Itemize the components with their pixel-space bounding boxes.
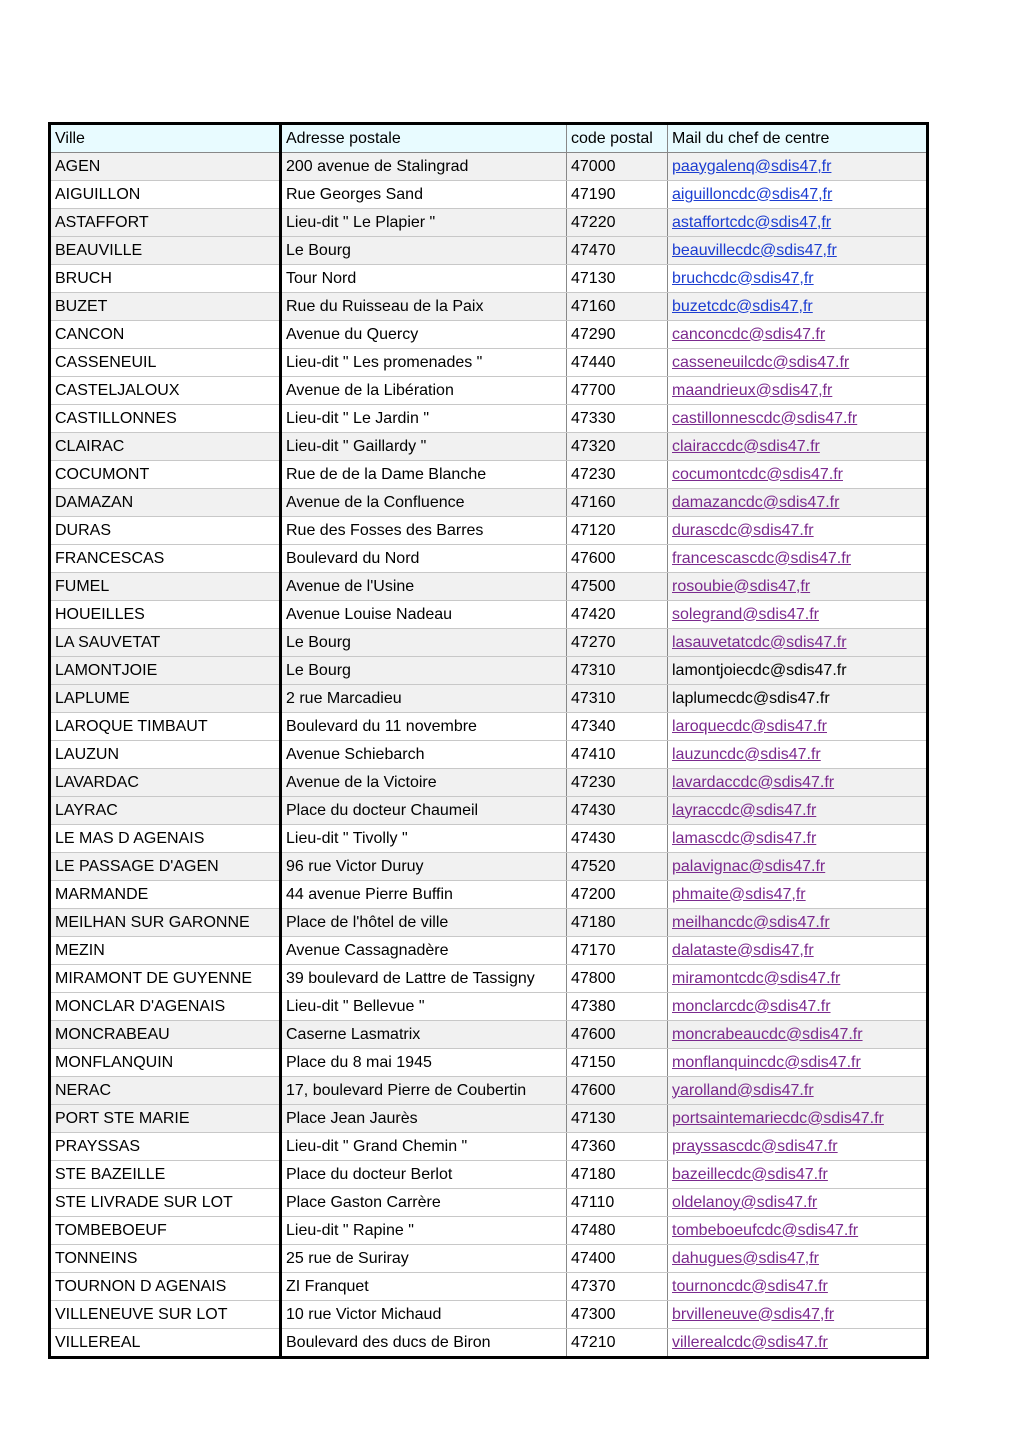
cell-adresse: Rue du Ruisseau de la Paix bbox=[281, 293, 567, 321]
cell-mail bbox=[668, 713, 928, 741]
cell-ville: AGEN bbox=[50, 153, 281, 181]
cell-ville: LAYRAC bbox=[50, 797, 281, 825]
cell-ville: FUMEL bbox=[50, 573, 281, 601]
cell-mail bbox=[668, 349, 928, 377]
cell-mail bbox=[668, 1273, 928, 1301]
mail-link[interactable]: beauvillecdc@sdis47,fr bbox=[672, 241, 837, 259]
header-mail: Mail du chef de centre bbox=[668, 124, 928, 153]
cell-code-postal: 47440 bbox=[567, 349, 668, 377]
table-row bbox=[50, 1049, 928, 1077]
mail-link[interactable]: lamascdc@sdis47.fr bbox=[672, 829, 817, 847]
cell-ville: LAROQUE TIMBAUT bbox=[50, 713, 281, 741]
mail-link[interactable]: villerealcdc@sdis47.fr bbox=[672, 1333, 828, 1351]
cell-ville: AIGUILLON bbox=[50, 181, 281, 209]
cell-mail bbox=[668, 797, 928, 825]
cell-ville: TOURNON D AGENAIS bbox=[50, 1273, 281, 1301]
cell-code-postal: 47290 bbox=[567, 321, 668, 349]
cell-adresse: Boulevard du Nord bbox=[281, 545, 567, 573]
cell-adresse: Place du 8 mai 1945 bbox=[281, 1049, 567, 1077]
cell-mail bbox=[668, 1189, 928, 1217]
cell-adresse: 39 boulevard de Lattre de Tassigny bbox=[281, 965, 567, 993]
table-row bbox=[50, 1161, 928, 1189]
cell-code-postal: 47320 bbox=[567, 433, 668, 461]
cell-adresse: Rue Georges Sand bbox=[281, 181, 567, 209]
mail-link[interactable]: tournoncdc@sdis47.fr bbox=[672, 1277, 828, 1295]
table-row bbox=[50, 797, 928, 825]
cell-adresse: Place de l'hôtel de ville bbox=[281, 909, 567, 937]
cell-ville: MONFLANQUIN bbox=[50, 1049, 281, 1077]
cell-code-postal: 47330 bbox=[567, 405, 668, 433]
cell-mail bbox=[668, 321, 928, 349]
mail-link[interactable]: canconcdc@sdis47.fr bbox=[672, 325, 826, 343]
cell-code-postal: 47170 bbox=[567, 937, 668, 965]
cell-adresse: 2 rue Marcadieu bbox=[281, 685, 567, 713]
mail-link[interactable]: palavignac@sdis47.fr bbox=[672, 857, 826, 875]
table-row bbox=[50, 489, 928, 517]
cell-code-postal: 47430 bbox=[567, 825, 668, 853]
cell-adresse: Avenue du Quercy bbox=[281, 321, 567, 349]
cell-mail bbox=[668, 1245, 928, 1273]
cell-code-postal: 47000 bbox=[567, 153, 668, 181]
cell-code-postal: 47310 bbox=[567, 685, 668, 713]
cell-ville: PORT STE MARIE bbox=[50, 1105, 281, 1133]
cell-mail bbox=[668, 1021, 928, 1049]
cell-code-postal: 47470 bbox=[567, 237, 668, 265]
cell-adresse: Lieu-dit " Le Plapier " bbox=[281, 209, 567, 237]
table-row bbox=[50, 293, 928, 321]
mail-link[interactable]: astaffortcdc@sdis47,fr bbox=[672, 213, 832, 231]
table-row bbox=[50, 629, 928, 657]
header-ville: Ville bbox=[50, 124, 281, 153]
mail-link[interactable]: clairaccdc@sdis47.fr bbox=[672, 437, 820, 455]
mail-link[interactable]: meilhancdc@sdis47.fr bbox=[672, 913, 830, 931]
cell-ville: ASTAFFORT bbox=[50, 209, 281, 237]
table-row bbox=[50, 1217, 928, 1245]
cell-adresse: 96 rue Victor Duruy bbox=[281, 853, 567, 881]
mail-link[interactable]: dalataste@sdis47,fr bbox=[672, 941, 814, 959]
cell-ville: LE PASSAGE D'AGEN bbox=[50, 853, 281, 881]
table-row bbox=[50, 825, 928, 853]
cell-mail bbox=[668, 601, 928, 629]
cell-mail bbox=[668, 153, 928, 181]
table-row bbox=[50, 1189, 928, 1217]
cell-adresse: Lieu-dit " Tivolly " bbox=[281, 825, 567, 853]
mail-link[interactable]: casseneuilcdc@sdis47.fr bbox=[672, 353, 850, 371]
cell-code-postal: 47230 bbox=[567, 461, 668, 489]
table-row bbox=[50, 769, 928, 797]
cell-code-postal: 47110 bbox=[567, 1189, 668, 1217]
mail-link[interactable]: durascdc@sdis47.fr bbox=[672, 521, 814, 539]
table-row bbox=[50, 713, 928, 741]
cell-code-postal: 47160 bbox=[567, 489, 668, 517]
cell-mail bbox=[668, 657, 928, 685]
table-row bbox=[50, 881, 928, 909]
mail-link[interactable]: portsaintemariecdc@sdis47.fr bbox=[672, 1109, 884, 1127]
cell-code-postal: 47200 bbox=[567, 881, 668, 909]
table-row bbox=[50, 237, 928, 265]
cell-code-postal: 47130 bbox=[567, 1105, 668, 1133]
mail-link[interactable]: miramontcdc@sdis47.fr bbox=[672, 969, 841, 987]
cell-adresse: Avenue Schiebarch bbox=[281, 741, 567, 769]
cell-ville: STE LIVRADE SUR LOT bbox=[50, 1189, 281, 1217]
cell-adresse: Le Bourg bbox=[281, 237, 567, 265]
table-row bbox=[50, 1021, 928, 1049]
cell-code-postal: 47120 bbox=[567, 517, 668, 545]
cell-code-postal: 47190 bbox=[567, 181, 668, 209]
cell-adresse: Tour Nord bbox=[281, 265, 567, 293]
cell-adresse: Lieu-dit " Le Jardin " bbox=[281, 405, 567, 433]
cell-ville: LA SAUVETAT bbox=[50, 629, 281, 657]
cell-ville: BRUCH bbox=[50, 265, 281, 293]
cell-ville: DURAS bbox=[50, 517, 281, 545]
cell-code-postal: 47370 bbox=[567, 1273, 668, 1301]
cell-ville: LAMONTJOIE bbox=[50, 657, 281, 685]
cell-mail bbox=[668, 1217, 928, 1245]
cell-ville: LE MAS D AGENAIS bbox=[50, 825, 281, 853]
mail-link[interactable]: damazancdc@sdis47.fr bbox=[672, 493, 840, 511]
cell-adresse: Rue des Fosses des Barres bbox=[281, 517, 567, 545]
cell-adresse: Boulevard du 11 novembre bbox=[281, 713, 567, 741]
mail-link[interactable]: solegrand@sdis47.fr bbox=[672, 605, 819, 623]
cell-ville: TOMBEBOEUF bbox=[50, 1217, 281, 1245]
cell-ville: VILLENEUVE SUR LOT bbox=[50, 1301, 281, 1329]
cell-mail bbox=[668, 573, 928, 601]
table-row bbox=[50, 433, 928, 461]
cell-code-postal: 47310 bbox=[567, 657, 668, 685]
table-row bbox=[50, 601, 928, 629]
cell-mail bbox=[668, 1105, 928, 1133]
table-row bbox=[50, 321, 928, 349]
cell-ville: MIRAMONT DE GUYENNE bbox=[50, 965, 281, 993]
cell-ville: MONCRABEAU bbox=[50, 1021, 281, 1049]
cell-ville: LAVARDAC bbox=[50, 769, 281, 797]
fire-stations-sheet bbox=[48, 122, 918, 1359]
cell-ville: NERAC bbox=[50, 1077, 281, 1105]
cell-adresse: 200 avenue de Stalingrad bbox=[281, 153, 567, 181]
table-row bbox=[50, 1273, 928, 1301]
stations-table bbox=[48, 122, 929, 1359]
cell-ville: BUZET bbox=[50, 293, 281, 321]
cell-adresse: Avenue de la Victoire bbox=[281, 769, 567, 797]
mail-link[interactable]: dahugues@sdis47,fr bbox=[672, 1249, 819, 1267]
header-code-postal: code postal bbox=[567, 124, 668, 153]
cell-code-postal: 47400 bbox=[567, 1245, 668, 1273]
mail-link[interactable]: paaygalenq@sdis47,fr bbox=[672, 157, 832, 175]
cell-ville: PRAYSSAS bbox=[50, 1133, 281, 1161]
cell-adresse: Place Jean Jaurès bbox=[281, 1105, 567, 1133]
cell-mail bbox=[668, 629, 928, 657]
cell-ville: CLAIRAC bbox=[50, 433, 281, 461]
table-row bbox=[50, 1329, 928, 1358]
cell-ville: MARMANDE bbox=[50, 881, 281, 909]
mail-link[interactable]: layraccdc@sdis47.fr bbox=[672, 801, 817, 819]
cell-code-postal: 47700 bbox=[567, 377, 668, 405]
table-row bbox=[50, 853, 928, 881]
cell-code-postal: 47270 bbox=[567, 629, 668, 657]
table-row bbox=[50, 265, 928, 293]
table-row bbox=[50, 517, 928, 545]
mail-link[interactable]: aiguilloncdc@sdis47,fr bbox=[672, 185, 833, 203]
table-row bbox=[50, 937, 928, 965]
mail-link[interactable]: monclarcdc@sdis47.fr bbox=[672, 997, 831, 1015]
cell-mail bbox=[668, 545, 928, 573]
table-row bbox=[50, 461, 928, 489]
cell-adresse: Avenue Cassagnadère bbox=[281, 937, 567, 965]
cell-mail bbox=[668, 377, 928, 405]
cell-mail bbox=[668, 881, 928, 909]
mail-link[interactable]: moncrabeaucdc@sdis47.fr bbox=[672, 1025, 863, 1043]
cell-mail bbox=[668, 461, 928, 489]
cell-mail bbox=[668, 853, 928, 881]
cell-mail bbox=[668, 1077, 928, 1105]
cell-mail bbox=[668, 181, 928, 209]
cell-adresse: Place du docteur Chaumeil bbox=[281, 797, 567, 825]
cell-code-postal: 47520 bbox=[567, 853, 668, 881]
cell-mail bbox=[668, 685, 928, 713]
cell-code-postal: 47800 bbox=[567, 965, 668, 993]
cell-mail bbox=[668, 965, 928, 993]
cell-mail bbox=[668, 1133, 928, 1161]
table-row bbox=[50, 1105, 928, 1133]
cell-adresse: Avenue de la Confluence bbox=[281, 489, 567, 517]
cell-code-postal: 47410 bbox=[567, 741, 668, 769]
cell-adresse: Lieu-dit " Les promenades " bbox=[281, 349, 567, 377]
mail-link[interactable]: lavardaccdc@sdis47.fr bbox=[672, 773, 835, 791]
cell-mail bbox=[668, 741, 928, 769]
table-row bbox=[50, 657, 928, 685]
table-row bbox=[50, 349, 928, 377]
cell-code-postal: 47340 bbox=[567, 713, 668, 741]
cell-adresse: Avenue Louise Nadeau bbox=[281, 601, 567, 629]
mail-link[interactable]: prayssascdc@sdis47.fr bbox=[672, 1137, 838, 1155]
table-row bbox=[50, 153, 928, 181]
cell-ville: TONNEINS bbox=[50, 1245, 281, 1273]
cell-adresse: Avenue de l'Usine bbox=[281, 573, 567, 601]
cell-adresse: Caserne Lasmatrix bbox=[281, 1021, 567, 1049]
cell-mail bbox=[668, 1329, 928, 1358]
cell-ville: FRANCESCAS bbox=[50, 545, 281, 573]
cell-adresse: Rue de de la Dame Blanche bbox=[281, 461, 567, 489]
cell-adresse: Place Gaston Carrère bbox=[281, 1189, 567, 1217]
table-row bbox=[50, 741, 928, 769]
cell-ville: CANCON bbox=[50, 321, 281, 349]
cell-adresse: 25 rue de Suriray bbox=[281, 1245, 567, 1273]
cell-code-postal: 47220 bbox=[567, 209, 668, 237]
cell-code-postal: 47430 bbox=[567, 797, 668, 825]
mail-link[interactable]: brvilleneuve@sdis47,fr bbox=[672, 1305, 835, 1323]
cell-mail bbox=[668, 1049, 928, 1077]
cell-mail bbox=[668, 769, 928, 797]
cell-ville: STE BAZEILLE bbox=[50, 1161, 281, 1189]
table-row bbox=[50, 1133, 928, 1161]
mail-link[interactable]: tombeboeufcdc@sdis47.fr bbox=[672, 1221, 859, 1239]
cell-ville: CASTELJALOUX bbox=[50, 377, 281, 405]
cell-adresse: 17, boulevard Pierre de Coubertin bbox=[281, 1077, 567, 1105]
cell-adresse: 44 avenue Pierre Buffin bbox=[281, 881, 567, 909]
table-row bbox=[50, 573, 928, 601]
cell-code-postal: 47600 bbox=[567, 1077, 668, 1105]
cell-code-postal: 47210 bbox=[567, 1329, 668, 1358]
cell-code-postal: 47180 bbox=[567, 1161, 668, 1189]
cell-ville: MEZIN bbox=[50, 937, 281, 965]
table-row bbox=[50, 1245, 928, 1273]
cell-adresse: Lieu-dit " Bellevue " bbox=[281, 993, 567, 1021]
cell-mail bbox=[668, 293, 928, 321]
header-row bbox=[50, 124, 928, 153]
cell-ville: VILLEREAL bbox=[50, 1329, 281, 1358]
mail-text: lamontjoiecdc@sdis47.fr bbox=[672, 661, 847, 679]
mail-link[interactable]: buzetcdc@sdis47,fr bbox=[672, 297, 813, 315]
cell-code-postal: 47180 bbox=[567, 909, 668, 937]
mail-link[interactable]: bazeillecdc@sdis47.fr bbox=[672, 1165, 828, 1183]
cell-adresse: Avenue de la Libération bbox=[281, 377, 567, 405]
cell-adresse: Lieu-dit " Grand Chemin " bbox=[281, 1133, 567, 1161]
cell-ville: LAPLUME bbox=[50, 685, 281, 713]
table-row bbox=[50, 685, 928, 713]
cell-code-postal: 47500 bbox=[567, 573, 668, 601]
cell-code-postal: 47230 bbox=[567, 769, 668, 797]
mail-link[interactable]: lauzuncdc@sdis47.fr bbox=[672, 745, 821, 763]
mail-link[interactable]: laroquecdc@sdis47.fr bbox=[672, 717, 827, 735]
cell-ville: CASTILLONNES bbox=[50, 405, 281, 433]
cell-ville: LAUZUN bbox=[50, 741, 281, 769]
cell-adresse: 10 rue Victor Michaud bbox=[281, 1301, 567, 1329]
cell-adresse: Le Bourg bbox=[281, 629, 567, 657]
cell-code-postal: 47300 bbox=[567, 1301, 668, 1329]
mail-link[interactable]: oldelanoy@sdis47.fr bbox=[672, 1193, 818, 1211]
cell-ville: COCUMONT bbox=[50, 461, 281, 489]
cell-mail bbox=[668, 1161, 928, 1189]
cell-adresse: Lieu-dit " Gaillardy " bbox=[281, 433, 567, 461]
mail-link[interactable]: rosoubie@sdis47,fr bbox=[672, 577, 811, 595]
cell-mail bbox=[668, 517, 928, 545]
table-row bbox=[50, 181, 928, 209]
cell-mail bbox=[668, 937, 928, 965]
cell-adresse: Le Bourg bbox=[281, 657, 567, 685]
cell-code-postal: 47380 bbox=[567, 993, 668, 1021]
cell-ville: BEAUVILLE bbox=[50, 237, 281, 265]
cell-mail bbox=[668, 1301, 928, 1329]
cell-adresse: Lieu-dit " Rapine " bbox=[281, 1217, 567, 1245]
cell-code-postal: 47420 bbox=[567, 601, 668, 629]
mail-link[interactable]: yarolland@sdis47.fr bbox=[672, 1081, 814, 1099]
cell-adresse: ZI Franquet bbox=[281, 1273, 567, 1301]
mail-link[interactable]: francescascdc@sdis47.fr bbox=[672, 549, 851, 567]
cell-code-postal: 47360 bbox=[567, 1133, 668, 1161]
cell-code-postal: 47600 bbox=[567, 545, 668, 573]
cell-code-postal: 47130 bbox=[567, 265, 668, 293]
mail-link[interactable]: cocumontcdc@sdis47.fr bbox=[672, 465, 843, 483]
cell-mail bbox=[668, 433, 928, 461]
cell-mail bbox=[668, 489, 928, 517]
mail-link[interactable]: lasauvetatcdc@sdis47.fr bbox=[672, 633, 847, 651]
cell-adresse: Boulevard des ducs de Biron bbox=[281, 1329, 567, 1358]
cell-ville: HOUEILLES bbox=[50, 601, 281, 629]
table-row bbox=[50, 909, 928, 937]
cell-ville: MEILHAN SUR GARONNE bbox=[50, 909, 281, 937]
table-row bbox=[50, 1301, 928, 1329]
cell-code-postal: 47600 bbox=[567, 1021, 668, 1049]
table-row bbox=[50, 209, 928, 237]
cell-mail bbox=[668, 265, 928, 293]
table-row bbox=[50, 993, 928, 1021]
cell-ville: CASSENEUIL bbox=[50, 349, 281, 377]
mail-link[interactable]: maandrieux@sdis47,fr bbox=[672, 381, 833, 399]
mail-link[interactable]: phmaite@sdis47,fr bbox=[672, 885, 806, 903]
cell-adresse: Place du docteur Berlot bbox=[281, 1161, 567, 1189]
cell-ville: MONCLAR D'AGENAIS bbox=[50, 993, 281, 1021]
table-row bbox=[50, 545, 928, 573]
cell-ville: DAMAZAN bbox=[50, 489, 281, 517]
mail-link[interactable]: bruchcdc@sdis47,fr bbox=[672, 269, 814, 287]
mail-text: laplumecdc@sdis47.fr bbox=[672, 689, 830, 707]
table-row bbox=[50, 1077, 928, 1105]
cell-mail bbox=[668, 909, 928, 937]
cell-mail bbox=[668, 405, 928, 433]
mail-link[interactable]: monflanquincdc@sdis47.fr bbox=[672, 1053, 861, 1071]
cell-mail bbox=[668, 993, 928, 1021]
table-row bbox=[50, 965, 928, 993]
cell-code-postal: 47150 bbox=[567, 1049, 668, 1077]
cell-mail bbox=[668, 825, 928, 853]
cell-code-postal: 47480 bbox=[567, 1217, 668, 1245]
mail-link[interactable]: castillonnescdc@sdis47.fr bbox=[672, 409, 858, 427]
cell-mail bbox=[668, 237, 928, 265]
cell-code-postal: 47160 bbox=[567, 293, 668, 321]
header-adresse: Adresse postale bbox=[281, 124, 567, 153]
cell-mail bbox=[668, 209, 928, 237]
table-row bbox=[50, 405, 928, 433]
table-row bbox=[50, 377, 928, 405]
